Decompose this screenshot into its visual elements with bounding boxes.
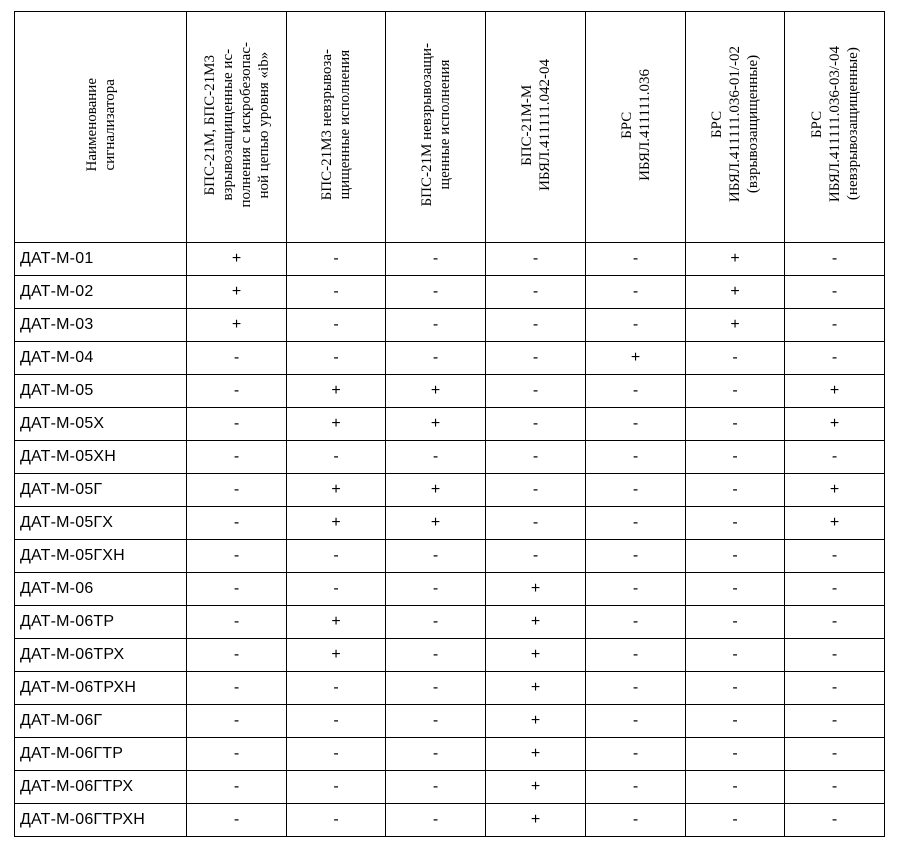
not-compatible-mark: - bbox=[386, 705, 486, 738]
not-compatible-mark: - bbox=[187, 705, 287, 738]
not-compatible-mark: - bbox=[586, 276, 686, 309]
not-compatible-mark: - bbox=[785, 243, 885, 276]
table-row bbox=[15, 540, 885, 573]
not-compatible-mark: - bbox=[686, 771, 785, 804]
compatible-mark: + bbox=[287, 606, 386, 639]
not-compatible-mark: - bbox=[586, 540, 686, 573]
not-compatible-mark: - bbox=[586, 639, 686, 672]
compatible-mark: + bbox=[785, 474, 885, 507]
not-compatible-mark: - bbox=[486, 375, 586, 408]
table-row bbox=[15, 408, 885, 441]
not-compatible-mark: - bbox=[785, 738, 885, 771]
compatible-mark: + bbox=[686, 276, 785, 309]
not-compatible-mark: - bbox=[486, 507, 586, 540]
not-compatible-mark: - bbox=[187, 342, 287, 375]
header-label: БРС ИБЯЛ.411111.036-03/-04 (невзрывозащищенные) bbox=[808, 46, 861, 203]
table-row bbox=[15, 639, 885, 672]
not-compatible-mark: - bbox=[187, 441, 287, 474]
not-compatible-mark: - bbox=[785, 276, 885, 309]
table-row bbox=[15, 705, 885, 738]
not-compatible-mark: - bbox=[586, 243, 686, 276]
not-compatible-mark: - bbox=[686, 804, 785, 837]
compatible-mark: + bbox=[486, 738, 586, 771]
not-compatible-mark: - bbox=[486, 342, 586, 375]
compatible-mark: + bbox=[785, 408, 885, 441]
signaler-name-cell: ДАТ-М-05ХН bbox=[15, 441, 187, 474]
not-compatible-mark: - bbox=[586, 573, 686, 606]
not-compatible-mark: - bbox=[686, 441, 785, 474]
not-compatible-mark: - bbox=[386, 771, 486, 804]
header-cell-brs-nonex bbox=[785, 12, 885, 243]
compatible-mark: + bbox=[287, 375, 386, 408]
table-row bbox=[15, 309, 885, 342]
not-compatible-mark: - bbox=[686, 408, 785, 441]
not-compatible-mark: - bbox=[486, 276, 586, 309]
not-compatible-mark: - bbox=[686, 573, 785, 606]
compatible-mark: + bbox=[187, 309, 287, 342]
not-compatible-mark: - bbox=[785, 540, 885, 573]
not-compatible-mark: - bbox=[686, 342, 785, 375]
not-compatible-mark: - bbox=[287, 738, 386, 771]
not-compatible-mark: - bbox=[686, 540, 785, 573]
compatible-mark: + bbox=[785, 375, 885, 408]
header-cell-name bbox=[15, 12, 187, 243]
not-compatible-mark: - bbox=[386, 243, 486, 276]
signaler-name-cell: ДАТ-М-04 bbox=[15, 342, 187, 375]
header-row bbox=[15, 12, 885, 243]
signaler-name-cell: ДАТ-М-06ТР bbox=[15, 606, 187, 639]
not-compatible-mark: - bbox=[785, 705, 885, 738]
not-compatible-mark: - bbox=[586, 441, 686, 474]
compatible-mark: + bbox=[386, 375, 486, 408]
not-compatible-mark: - bbox=[486, 474, 586, 507]
header-label: Наименование сигнализатора bbox=[83, 77, 118, 172]
not-compatible-mark: - bbox=[785, 639, 885, 672]
not-compatible-mark: - bbox=[785, 672, 885, 705]
not-compatible-mark: - bbox=[785, 606, 885, 639]
not-compatible-mark: - bbox=[187, 771, 287, 804]
signaler-name-cell: ДАТ-М-01 bbox=[15, 243, 187, 276]
not-compatible-mark: - bbox=[686, 738, 785, 771]
header-cell-bps21m-m bbox=[486, 12, 586, 243]
not-compatible-mark: - bbox=[386, 276, 486, 309]
compatible-mark: + bbox=[686, 309, 785, 342]
not-compatible-mark: - bbox=[586, 705, 686, 738]
signaler-name-cell: ДАТ-М-05Г bbox=[15, 474, 187, 507]
compatible-mark: + bbox=[785, 507, 885, 540]
not-compatible-mark: - bbox=[586, 804, 686, 837]
not-compatible-mark: - bbox=[187, 573, 287, 606]
compatible-mark: + bbox=[486, 639, 586, 672]
not-compatible-mark: - bbox=[386, 672, 486, 705]
not-compatible-mark: - bbox=[187, 672, 287, 705]
not-compatible-mark: - bbox=[386, 309, 486, 342]
header-cell-bps21m3-nonex bbox=[287, 12, 386, 243]
signaler-name-cell: ДАТ-М-05ГХ bbox=[15, 507, 187, 540]
signaler-name-cell: ДАТ-М-05Х bbox=[15, 408, 187, 441]
compatible-mark: + bbox=[287, 408, 386, 441]
not-compatible-mark: - bbox=[686, 474, 785, 507]
compatible-mark: + bbox=[187, 243, 287, 276]
not-compatible-mark: - bbox=[187, 375, 287, 408]
not-compatible-mark: - bbox=[287, 243, 386, 276]
compatible-mark: + bbox=[486, 573, 586, 606]
signaler-name-cell: ДАТ-М-06ТРХ bbox=[15, 639, 187, 672]
table-row bbox=[15, 474, 885, 507]
signaler-name-cell: ДАТ-М-06Г bbox=[15, 705, 187, 738]
not-compatible-mark: - bbox=[785, 342, 885, 375]
compatible-mark: + bbox=[386, 474, 486, 507]
not-compatible-mark: - bbox=[686, 606, 785, 639]
signaler-name-cell: ДАТ-М-03 bbox=[15, 309, 187, 342]
signaler-name-cell: ДАТ-М-05ГХН bbox=[15, 540, 187, 573]
not-compatible-mark: - bbox=[287, 342, 386, 375]
compatible-mark: + bbox=[386, 507, 486, 540]
not-compatible-mark: - bbox=[187, 540, 287, 573]
table-row bbox=[15, 441, 885, 474]
not-compatible-mark: - bbox=[386, 738, 486, 771]
header-label: БРС ИБЯЛ.411111.036-01/-02 (взрывозащищенные) bbox=[709, 46, 761, 203]
compatible-mark: + bbox=[486, 672, 586, 705]
not-compatible-mark: - bbox=[386, 606, 486, 639]
not-compatible-mark: - bbox=[686, 507, 785, 540]
table-body bbox=[15, 243, 885, 837]
table-row bbox=[15, 243, 885, 276]
compatible-mark: + bbox=[486, 771, 586, 804]
header-label: БПС-21М невзрывозащи- щенные исполнения bbox=[418, 42, 453, 207]
compatible-mark: + bbox=[486, 606, 586, 639]
header-label: БПС-21М, БПС-21М3 взрывозащищенные ис- полнения с искробезопас- ной цепью уровня «ib» bbox=[201, 41, 272, 208]
not-compatible-mark: - bbox=[187, 639, 287, 672]
not-compatible-mark: - bbox=[686, 375, 785, 408]
not-compatible-mark: - bbox=[287, 705, 386, 738]
compatible-mark: + bbox=[287, 507, 386, 540]
not-compatible-mark: - bbox=[386, 639, 486, 672]
not-compatible-mark: - bbox=[486, 540, 586, 573]
header-cell-brs-ex bbox=[686, 12, 785, 243]
not-compatible-mark: - bbox=[586, 672, 686, 705]
not-compatible-mark: - bbox=[586, 474, 686, 507]
not-compatible-mark: - bbox=[386, 573, 486, 606]
not-compatible-mark: - bbox=[287, 804, 386, 837]
not-compatible-mark: - bbox=[486, 408, 586, 441]
not-compatible-mark: - bbox=[586, 408, 686, 441]
header-cell-brs bbox=[586, 12, 686, 243]
table-row bbox=[15, 276, 885, 309]
not-compatible-mark: - bbox=[187, 606, 287, 639]
signaler-name-cell: ДАТ-М-05 bbox=[15, 375, 187, 408]
not-compatible-mark: - bbox=[586, 738, 686, 771]
table-row bbox=[15, 606, 885, 639]
signaler-name-cell: ДАТ-М-06 bbox=[15, 573, 187, 606]
not-compatible-mark: - bbox=[187, 738, 287, 771]
not-compatible-mark: - bbox=[686, 639, 785, 672]
compatible-mark: + bbox=[486, 705, 586, 738]
header-cell-bps21m-ex bbox=[187, 12, 287, 243]
not-compatible-mark: - bbox=[386, 804, 486, 837]
compatible-mark: + bbox=[586, 342, 686, 375]
signaler-name-cell: ДАТ-М-02 bbox=[15, 276, 187, 309]
header-cell-bps21m-nonex bbox=[386, 12, 486, 243]
compatible-mark: + bbox=[187, 276, 287, 309]
not-compatible-mark: - bbox=[586, 606, 686, 639]
not-compatible-mark: - bbox=[386, 540, 486, 573]
not-compatible-mark: - bbox=[187, 408, 287, 441]
not-compatible-mark: - bbox=[386, 441, 486, 474]
not-compatible-mark: - bbox=[785, 573, 885, 606]
compatible-mark: + bbox=[486, 804, 586, 837]
not-compatible-mark: - bbox=[287, 573, 386, 606]
header-label: БПС-21М-М ИБЯЛ.411111.042-04 bbox=[518, 58, 553, 191]
not-compatible-mark: - bbox=[785, 804, 885, 837]
table-row bbox=[15, 342, 885, 375]
not-compatible-mark: - bbox=[686, 672, 785, 705]
table-row bbox=[15, 804, 885, 837]
not-compatible-mark: - bbox=[386, 342, 486, 375]
not-compatible-mark: - bbox=[785, 309, 885, 342]
signaler-name-cell: ДАТ-М-06ГТР bbox=[15, 738, 187, 771]
table-row bbox=[15, 375, 885, 408]
not-compatible-mark: - bbox=[187, 474, 287, 507]
not-compatible-mark: - bbox=[586, 375, 686, 408]
not-compatible-mark: - bbox=[187, 804, 287, 837]
signaler-name-cell: ДАТ-М-06ГТРХ bbox=[15, 771, 187, 804]
not-compatible-mark: - bbox=[486, 441, 586, 474]
table-row bbox=[15, 738, 885, 771]
not-compatible-mark: - bbox=[287, 276, 386, 309]
not-compatible-mark: - bbox=[785, 441, 885, 474]
table-row bbox=[15, 507, 885, 540]
compatible-mark: + bbox=[386, 408, 486, 441]
not-compatible-mark: - bbox=[187, 507, 287, 540]
compatible-mark: + bbox=[287, 639, 386, 672]
not-compatible-mark: - bbox=[586, 507, 686, 540]
not-compatible-mark: - bbox=[486, 309, 586, 342]
header-label: БРС ИБЯЛ.411111.036 bbox=[618, 68, 653, 181]
not-compatible-mark: - bbox=[287, 672, 386, 705]
not-compatible-mark: - bbox=[785, 771, 885, 804]
not-compatible-mark: - bbox=[287, 771, 386, 804]
not-compatible-mark: - bbox=[686, 705, 785, 738]
compatibility-table bbox=[14, 11, 885, 837]
not-compatible-mark: - bbox=[287, 540, 386, 573]
compatible-mark: + bbox=[686, 243, 785, 276]
not-compatible-mark: - bbox=[287, 309, 386, 342]
table-row bbox=[15, 771, 885, 804]
not-compatible-mark: - bbox=[486, 243, 586, 276]
compatible-mark: + bbox=[287, 474, 386, 507]
table-row bbox=[15, 672, 885, 705]
not-compatible-mark: - bbox=[586, 309, 686, 342]
signaler-name-cell: ДАТ-М-06ГТРХН bbox=[15, 804, 187, 837]
signaler-name-cell: ДАТ-М-06ТРХН bbox=[15, 672, 187, 705]
not-compatible-mark: - bbox=[586, 771, 686, 804]
table-row bbox=[15, 573, 885, 606]
not-compatible-mark: - bbox=[287, 441, 386, 474]
header-label: БПС-21М3 невзрывоза- щищенные исполнения bbox=[319, 48, 353, 201]
